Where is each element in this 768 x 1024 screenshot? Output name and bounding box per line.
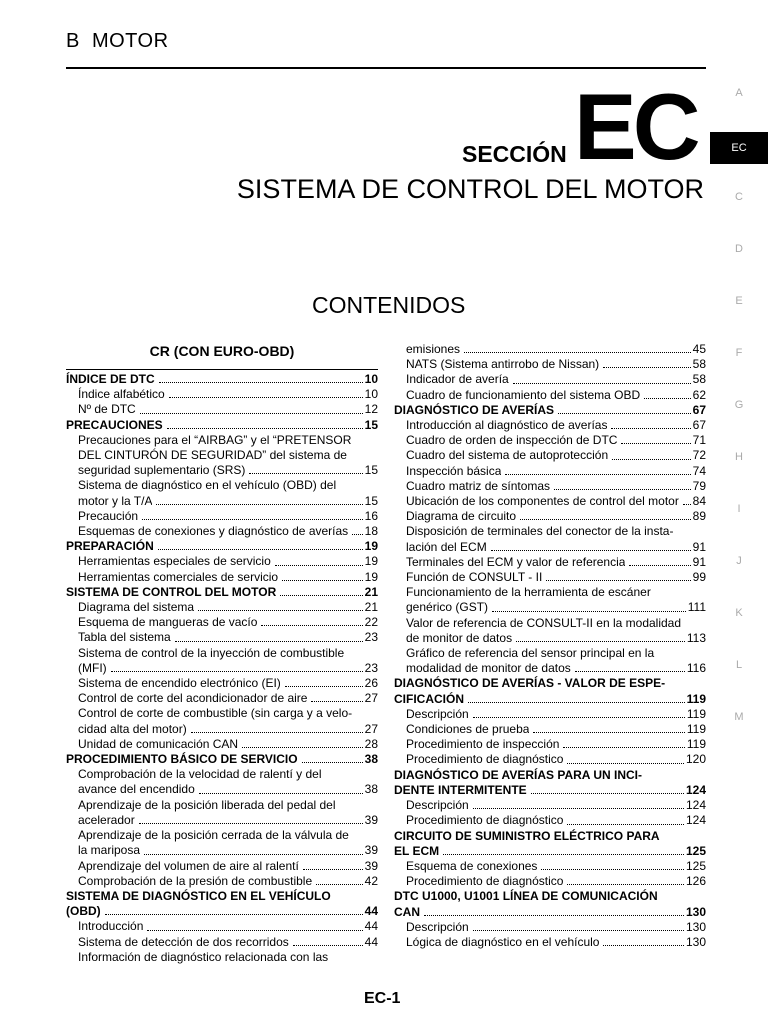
toc-entry-title: cidad alta del motor) (78, 721, 187, 736)
dot-leader (280, 595, 362, 596)
toc-entry-title: Control de corte del acondicionador de aire (78, 691, 308, 706)
dot-leader (567, 884, 684, 885)
toc-entry (394, 600, 706, 615)
toc-entry (66, 509, 378, 524)
toc-entry (66, 600, 378, 615)
toc-entry-page: 120 (685, 752, 706, 767)
toc-entry (394, 433, 706, 448)
toc-entry-title: Diagrama de circuito (406, 509, 517, 524)
toc-entry-title: Procedimiento de diagnóstico (406, 752, 564, 767)
toc-entry-line: DIAGNÓSTICO DE AVERÍAS PARA UN INCI- (394, 767, 643, 782)
dot-leader (105, 914, 363, 915)
section-tab-k[interactable]: K (735, 607, 743, 619)
toc-entry-title: modalidad de monitor de datos (406, 661, 571, 676)
toc-entry-page: 23 (364, 630, 378, 645)
section-tab-ec[interactable]: EC (710, 132, 768, 164)
dot-leader (563, 747, 684, 748)
toc-entry-page: 44 (364, 904, 378, 919)
toc-entry-title: Esquemas de conexiones y diagnóstico de averías (78, 524, 349, 539)
toc-entry-title: Herramientas especiales de servicio (78, 554, 271, 569)
toc-entry-page: 91 (692, 539, 706, 554)
dot-leader (147, 930, 362, 931)
dot-leader (567, 824, 684, 825)
toc-entry-title: DENTE INTERMITENTE (394, 782, 527, 797)
toc-entry-page: 130 (685, 934, 706, 949)
toc-entry-line: Funcionamiento de la herramienta de escáner (406, 585, 651, 600)
toc-entry-page: 116 (686, 661, 706, 676)
toc-entry-page: 71 (692, 433, 706, 448)
toc-entry-page: 18 (364, 524, 378, 539)
toc-entry-line: SISTEMA DE DIAGNÓSTICO EN EL VEHÍCULO (66, 888, 331, 903)
toc-entry-page: 58 (692, 372, 706, 387)
dot-leader (683, 504, 691, 505)
dot-leader (282, 580, 363, 581)
toc-entry-title: Cuadro de orden de inspección de DTC (406, 433, 618, 448)
contents-heading: CONTENIDOS (312, 292, 466, 318)
toc-entry (66, 463, 378, 478)
toc-entry (66, 570, 378, 585)
dot-leader (158, 549, 363, 550)
section-code: EC (574, 74, 697, 179)
toc-entry-title: Descripción (406, 798, 469, 813)
dot-leader (611, 428, 690, 429)
dot-leader (546, 580, 690, 581)
dot-leader (159, 382, 363, 383)
toc-entry-title: Tabla del sistema (78, 630, 171, 645)
toc-entry (66, 554, 378, 569)
toc-entry-page: 39 (364, 812, 378, 827)
toc-entry-page: 67 (692, 418, 706, 433)
group-header (66, 30, 169, 53)
toc-entry-page: 125 (685, 858, 706, 873)
section-tab-h[interactable]: H (735, 451, 743, 463)
toc-section-entry (66, 752, 378, 767)
dot-leader (612, 459, 691, 460)
dot-leader (140, 413, 363, 414)
toc-entry-page: 19 (364, 569, 378, 584)
dot-leader (139, 823, 363, 824)
toc-entry-page: 84 (692, 494, 706, 509)
toc-entry-title: NATS (Sistema antirrobo de Nissan) (406, 357, 600, 372)
toc-entry (394, 813, 706, 828)
toc-entry (394, 859, 706, 874)
toc-section-entry (394, 403, 706, 418)
toc-entry-page: 10 (364, 372, 378, 386)
toc-entry-page: 91 (692, 554, 706, 569)
toc-entry-title: Nº de DTC (78, 402, 136, 417)
toc-entry-title: Inspección básica (406, 463, 502, 478)
toc-entry (394, 920, 706, 935)
toc-entry-title: Diagrama del sistema (78, 600, 195, 615)
toc-entry-page: 26 (364, 676, 378, 691)
toc-entry-title: genérico (GST) (406, 600, 489, 615)
toc-entry (394, 555, 706, 570)
section-tab-g[interactable]: G (734, 399, 744, 411)
dot-leader (531, 793, 684, 794)
toc-entry-title: Sistema de encendido electrónico (EI) (78, 676, 281, 691)
dot-leader (468, 702, 685, 703)
toc-entry-page: 111 (687, 600, 706, 615)
dot-leader (491, 550, 691, 551)
toc-entry-page: 12 (364, 402, 378, 417)
dot-leader (516, 641, 685, 642)
toc-entry (394, 722, 706, 737)
toc-entry-page: 99 (692, 570, 706, 585)
dot-leader (558, 413, 691, 414)
toc-entry (394, 752, 706, 767)
toc-entry-page: 19 (364, 554, 378, 569)
toc-entry-title: motor y la T/A (78, 493, 153, 508)
toc-entry-line: CIRCUITO DE SUMINISTRO ELÉCTRICO PARA (394, 828, 660, 843)
toc-entry-page: 28 (364, 736, 378, 751)
toc-entry-title: ÍNDICE DE DTC (66, 372, 155, 386)
toc-entry-line: Sistema de diagnóstico en el vehículo (OBD) del (78, 478, 337, 493)
toc-entry-page: 72 (692, 448, 706, 463)
toc-entry (394, 388, 706, 403)
toc-entry-page: 15 (364, 493, 378, 508)
toc-entry-page: 89 (692, 509, 706, 524)
toc-entry (394, 935, 706, 950)
toc-entry (66, 874, 378, 889)
toc-entry-title: acelerador (78, 812, 135, 827)
toc-entry (66, 813, 378, 828)
dot-leader (352, 534, 362, 535)
toc-entry-title: lación del ECM (406, 539, 487, 554)
toc-entry (394, 570, 706, 585)
toc-entry-page: 21 (364, 584, 378, 599)
toc-entry (394, 509, 706, 524)
toc-entry (66, 615, 378, 630)
toc-entry-title: Procedimiento de diagnóstico (406, 813, 564, 828)
toc-entry-title: Unidad de comunicación CAN (78, 736, 239, 751)
toc-entry (66, 782, 378, 797)
dot-leader (533, 732, 684, 733)
toc-entry-title: Indicador de avería (406, 372, 509, 387)
page-number: EC-1 (364, 990, 401, 1007)
dot-leader (513, 383, 691, 384)
toc-entry-page: 19 (364, 539, 378, 554)
toc-entry-title: Precaución (78, 508, 139, 523)
toc-entry-title: Índice alfabético (78, 387, 165, 402)
toc-entry-title: Descripción (406, 706, 469, 721)
toc-entry (394, 418, 706, 433)
section-tab-d[interactable]: D (735, 243, 743, 255)
toc-entry-title: Cuadro de funcionamiento del sistema OBD (406, 387, 641, 402)
toc-left-column (66, 372, 378, 965)
section-tab-l[interactable]: L (735, 659, 743, 671)
toc-entry-title: Esquema de conexiones (406, 858, 538, 873)
toc-entry-title: Comprobación de la presión de combustible (78, 873, 313, 888)
toc-entry-line: Información de diagnóstico relacionada con las (78, 949, 329, 964)
toc-entry-title: avance del encendido (78, 782, 195, 797)
group-title: MOTOR (91, 30, 169, 52)
toc-entry-page: 126 (685, 874, 706, 889)
subsection-heading: CR (CON EURO-OBD) (149, 343, 295, 359)
dot-leader (242, 747, 363, 748)
dot-leader (473, 808, 684, 809)
subsection-rule (66, 369, 378, 370)
dot-leader (303, 869, 363, 870)
toc-entry-page: 15 (364, 463, 378, 478)
toc-entry-line: DIAGNÓSTICO DE AVERÍAS - VALOR DE ESPE- (394, 676, 666, 691)
toc-entry-page: 124 (685, 798, 706, 813)
toc-entry-page: 27 (364, 721, 378, 736)
section-tab-f[interactable]: F (735, 347, 743, 359)
toc-entry-title: (OBD) (66, 904, 101, 919)
toc-entry-page: 16 (364, 508, 378, 523)
toc-entry-title: DIAGNÓSTICO DE AVERÍAS (394, 402, 555, 417)
toc-entry-title: Sistema de detección de dos recorridos (78, 934, 289, 949)
toc-entry-line: Aprendizaje de la posición cerrada de la válvula de (78, 828, 349, 843)
toc-entry (66, 722, 378, 737)
toc-section-entry (394, 844, 706, 859)
toc-entry (66, 661, 378, 676)
toc-entry-page: 113 (686, 630, 706, 645)
dot-leader (144, 854, 363, 855)
toc-entry-page: 22 (364, 615, 378, 630)
dot-leader (249, 473, 362, 474)
toc-entry-title: PRECAUCIONES (66, 417, 163, 432)
toc-entry-title: Lógica de diagnóstico en el vehículo (406, 934, 600, 949)
toc-entry-line: Comprobación de la velocidad de ralentí y del (78, 767, 322, 782)
toc-entry-page: 124 (685, 813, 706, 828)
toc-entry-line: Valor de referencia de CONSULT-II en la modalidad (406, 615, 682, 630)
toc-section-entry (66, 539, 378, 554)
toc-entry (66, 691, 378, 706)
toc-entry (66, 524, 378, 539)
dot-leader (603, 367, 690, 368)
toc-entry-title: Procedimiento de diagnóstico (406, 874, 564, 889)
toc-entry (66, 387, 378, 402)
section-tabs (710, 80, 768, 756)
toc-entry-page: 79 (692, 478, 706, 493)
dot-leader (603, 945, 683, 946)
toc-section-entry (394, 783, 706, 798)
toc-entry-title: Introducción (78, 919, 144, 934)
toc-entry-title: Herramientas comerciales de servicio (78, 569, 279, 584)
toc-entry-page: 119 (686, 691, 706, 706)
dot-leader (505, 474, 690, 475)
toc-entry (394, 372, 706, 387)
toc-entry-title: Cuadro del sistema de autoprotección (406, 448, 609, 463)
toc-entry-line: DEL CINTURÓN DE SEGURIDAD” del sistema de (78, 448, 347, 463)
toc-right-column (394, 342, 706, 950)
toc-entry-page: 130 (685, 919, 706, 934)
dot-leader (142, 519, 363, 520)
dot-leader (175, 641, 363, 642)
section-tab-j[interactable]: J (736, 555, 742, 567)
toc-entry (394, 798, 706, 813)
toc-entry-title: Descripción (406, 919, 469, 934)
toc-entry (66, 935, 378, 950)
dot-leader (261, 625, 362, 626)
dot-leader (199, 793, 363, 794)
dot-leader (464, 352, 691, 353)
section-tab-a[interactable]: A (735, 87, 743, 99)
dot-leader (169, 397, 363, 398)
toc-entry-page: 58 (692, 357, 706, 372)
toc-entry-line: Aprendizaje de la posición liberada del pedal del (78, 797, 336, 812)
toc-entry (394, 464, 706, 479)
toc-entry-title: Esquema de mangueras de vacío (78, 615, 258, 630)
dot-leader (644, 398, 691, 399)
toc-section-entry (66, 585, 378, 600)
toc-entry-title: EL ECM (394, 843, 440, 858)
section-tab-i[interactable]: I (737, 503, 741, 515)
toc-entry (66, 859, 378, 874)
toc-entry-title: Aprendizaje del volumen de aire al ralentí (78, 858, 299, 873)
toc-entry-title: Introducción al diagnóstico de averías (406, 418, 608, 433)
toc-entry-title: la mariposa (78, 843, 141, 858)
dot-leader (198, 610, 363, 611)
dot-leader (316, 884, 363, 885)
dot-leader (424, 915, 684, 916)
toc-entry-line: Disposición de terminales del conector de la insta- (406, 524, 674, 539)
toc-entry (394, 631, 706, 646)
section-tab-m[interactable]: M (734, 711, 744, 723)
dot-leader (473, 717, 685, 718)
toc-entry-title: CIFICACIÓN (394, 691, 464, 706)
toc-entry-page: 15 (364, 417, 378, 432)
toc-entry (394, 874, 706, 889)
toc-entry-line: Precauciones para el “AIRBAG” y el “PRETENSOR (78, 432, 352, 447)
toc-entry-title: emisiones (406, 342, 461, 356)
section-tab-e[interactable]: E (735, 295, 743, 307)
toc-entry-page: 23 (364, 660, 378, 675)
toc-entry-page: 119 (686, 722, 706, 737)
toc-entry (66, 494, 378, 509)
section-tab-c[interactable]: C (735, 191, 743, 203)
section-label: SECCIÓN (462, 141, 567, 167)
toc-entry-title: Función de CONSULT - II (406, 570, 543, 585)
toc-entry-title: seguridad suplementario (SRS) (78, 463, 246, 478)
toc-entry-page: 67 (692, 402, 706, 417)
dot-leader (275, 565, 363, 566)
toc-entry (66, 676, 378, 691)
toc-section-entry (394, 905, 706, 920)
toc-entry-page: 42 (364, 873, 378, 888)
toc-entry-line: Sistema de control de la inyección de combustible (78, 645, 345, 660)
toc-entry-title: SISTEMA DE CONTROL DEL MOTOR (66, 584, 277, 599)
toc-section-entry (394, 692, 706, 707)
toc-entry-page: 125 (685, 843, 706, 858)
toc-entry (394, 448, 706, 463)
toc-entry (394, 737, 706, 752)
toc-entry-page: 44 (364, 919, 378, 934)
toc-entry (394, 357, 706, 372)
toc-entry-title: de monitor de datos (406, 630, 513, 645)
dot-leader (167, 428, 363, 429)
dot-leader (554, 489, 691, 490)
toc-entry (66, 630, 378, 645)
toc-section-entry (66, 372, 378, 387)
toc-entry-page: 10 (364, 387, 378, 402)
dot-leader (492, 611, 686, 612)
dot-leader (621, 443, 690, 444)
toc-entry-title: Condiciones de prueba (406, 722, 530, 737)
toc-entry (394, 540, 706, 555)
toc-entry (66, 402, 378, 417)
dot-leader (629, 565, 690, 566)
dot-leader (293, 945, 363, 946)
toc-entry (66, 919, 378, 934)
dot-leader (541, 869, 684, 870)
toc-section-entry (66, 904, 378, 919)
toc-entry-page: 124 (685, 782, 706, 797)
toc-entry-page: 62 (692, 387, 706, 402)
dot-leader (567, 763, 684, 764)
dot-leader (473, 930, 684, 931)
toc-entry-page: 45 (692, 342, 706, 356)
toc-entry (394, 707, 706, 722)
toc-entry (66, 737, 378, 752)
toc-entry (394, 342, 706, 357)
toc-entry-line: Gráfico de referencia del sensor principal en la (406, 646, 655, 661)
toc-entry-page: 39 (364, 843, 378, 858)
toc-entry (66, 843, 378, 858)
toc-entry (394, 479, 706, 494)
toc-entry-page: 21 (364, 600, 378, 615)
toc-entry-title: (MFI) (78, 660, 107, 675)
dot-leader (311, 701, 362, 702)
toc-entry-line: Control de corte de combustible (sin carga y a velo- (78, 706, 353, 721)
dot-leader (443, 854, 684, 855)
section-title: SISTEMA DE CONTROL DEL MOTOR (236, 174, 704, 204)
dot-leader (285, 686, 363, 687)
toc-entry-title: PREPARACIÓN (66, 539, 154, 554)
toc-entry-title: Terminales del ECM y valor de referencia (406, 554, 626, 569)
dot-leader (520, 519, 691, 520)
toc-entry-title: Procedimiento de inspección (406, 737, 560, 752)
toc-entry-page: 119 (686, 706, 706, 721)
toc-entry-page: 130 (685, 904, 706, 919)
dot-leader (191, 732, 363, 733)
toc-entry-title: Ubicación de los componentes de control del motor (406, 494, 679, 509)
dot-leader (111, 671, 363, 672)
toc-entry-page: 74 (692, 463, 706, 478)
toc-entry-page: 119 (686, 737, 706, 752)
dot-leader (575, 671, 685, 672)
header-rule (66, 67, 706, 69)
toc-entry (394, 661, 706, 676)
toc-entry-title: PROCEDIMIENTO BÁSICO DE SERVICIO (66, 752, 298, 767)
toc-entry-page: 44 (364, 934, 378, 949)
toc-entry-page: 38 (364, 752, 378, 767)
toc-entry-line: DTC U1000, U1001 LÍNEA DE COMUNICACIÓN (394, 889, 658, 904)
dot-leader (156, 504, 362, 505)
toc-entry-page: 39 (364, 858, 378, 873)
toc-entry-page: 38 (364, 782, 378, 797)
toc-section-entry (66, 418, 378, 433)
toc-entry-page: 27 (364, 691, 378, 706)
toc-entry-title: Cuadro matriz de síntomas (406, 478, 551, 493)
group-letter: B (66, 30, 80, 52)
toc-entry-title: CAN (394, 904, 420, 919)
toc-entry (394, 494, 706, 509)
dot-leader (302, 762, 363, 763)
